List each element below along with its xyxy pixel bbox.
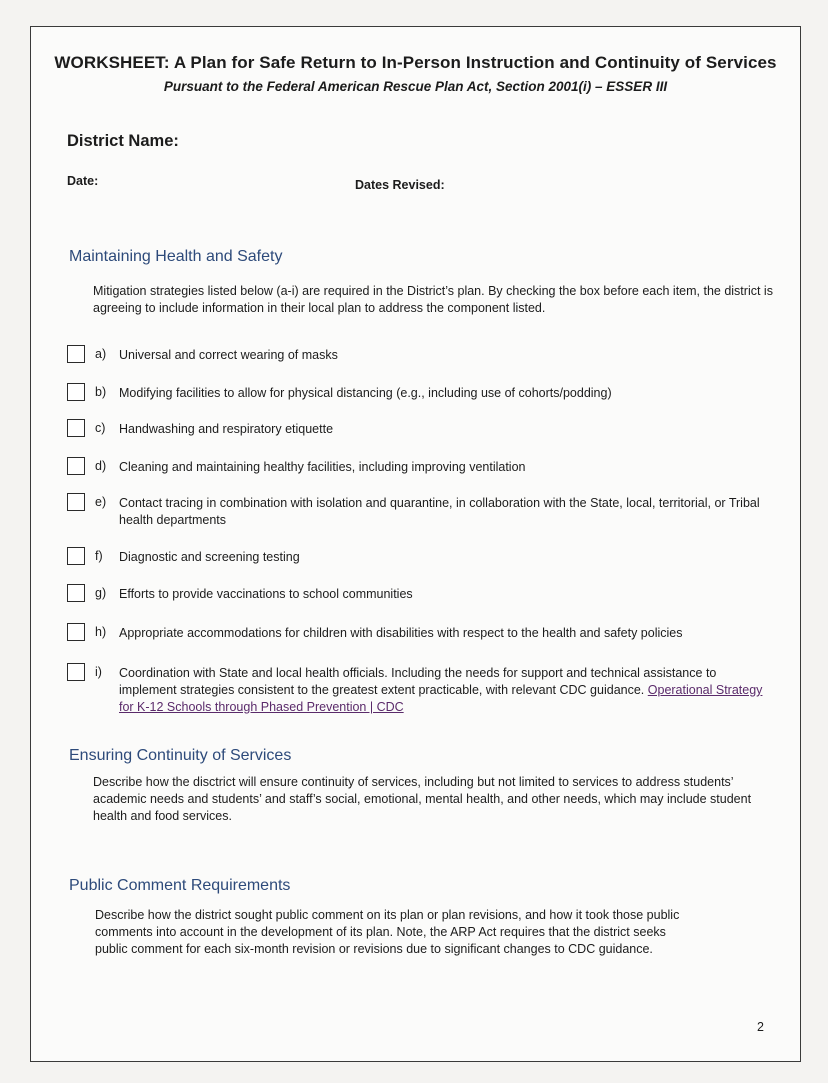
continuity-text: Describe how the disctrict will ensure continuity of services, including but not limited to services to address students’ academic needs and students’ and staff’s social, emotional, mental health, and other needs, which may include student health and food services. [93, 775, 752, 823]
item-text: Appropriate accommodations for children with disabilities with respect to the health and safety policies [119, 626, 683, 640]
checkbox-g[interactable] [67, 584, 85, 602]
checkbox-e[interactable] [67, 493, 85, 511]
checkbox-h[interactable] [67, 623, 85, 641]
cdc-guidance-link[interactable]: Operational Strategy for K-12 Schools through Phased Prevention | CDC [119, 683, 763, 714]
item-text: Contact tracing in combination with isolation and quarantine, in collaboration with the State, local, territorial, or Tribal health departments [119, 496, 760, 527]
date-label: Date: [67, 174, 99, 188]
item-letter: i) [95, 665, 102, 679]
checkbox-f[interactable] [67, 547, 85, 565]
checkbox-d[interactable] [67, 457, 85, 475]
checkbox-a[interactable] [67, 345, 85, 363]
checkbox-i[interactable] [67, 663, 85, 681]
item-text [119, 665, 769, 716]
item-text: Efforts to provide vaccinations to school communities [119, 587, 413, 601]
worksheet-subtitle: Pursuant to the Federal American Rescue Plan Act, Section 2001(i) – ESSER III [163, 79, 668, 94]
public-comment-heading: Public Comment Requirements [69, 877, 291, 894]
checkbox-b[interactable] [67, 383, 85, 401]
public-comment-text: Describe how the district sought public comment on its plan or plan revisions, and how it took those public comments into account in the development of its plan. Note, the ARP Act requires that the district seeks public comment for each six-month revision or revisions due to significant changes to CDC guidance. [95, 908, 680, 956]
item-text: Diagnostic and screening testing [119, 550, 300, 564]
item-text: Universal and correct wearing of masks [119, 348, 338, 362]
item-letter: d) [95, 459, 107, 473]
worksheet-title: WORKSHEET: A Plan for Safe Return to In-Person Instruction and Continuity of Services [54, 53, 777, 72]
item-letter: c) [95, 421, 106, 435]
district-name-label: District Name: [67, 132, 179, 150]
health-safety-intro: Mitigation strategies listed below (a-i) are required in the District’s plan. By checking the box before each item, the district is agreeing to include information in their local plan to address the component listed. [93, 284, 773, 315]
health-safety-heading: Maintaining Health and Safety [69, 248, 283, 265]
item-letter: b) [95, 385, 107, 399]
page-number: 2 [757, 1020, 764, 1034]
checkbox-c[interactable] [67, 419, 85, 437]
item-text: Cleaning and maintaining healthy facilities, including improving ventilation [119, 460, 526, 474]
item-text-body: Coordination with State and local health officials. Including the needs for support and technical assistance to implement strategies consistent to the greatest extent practicable, with relevant CDC guidance. [119, 666, 717, 697]
worksheet-page [30, 26, 801, 1062]
continuity-heading: Ensuring Continuity of Services [69, 747, 292, 764]
item-letter: f) [95, 549, 103, 563]
item-letter: a) [95, 347, 107, 361]
dates-revised-label: Dates Revised: [355, 178, 445, 192]
item-text: Handwashing and respiratory etiquette [119, 422, 334, 436]
item-letter: g) [95, 586, 107, 600]
item-letter: e) [95, 495, 107, 509]
item-text: Modifying facilities to allow for physical distancing (e.g., including use of cohorts/podding) [119, 386, 612, 400]
item-letter: h) [95, 625, 107, 639]
